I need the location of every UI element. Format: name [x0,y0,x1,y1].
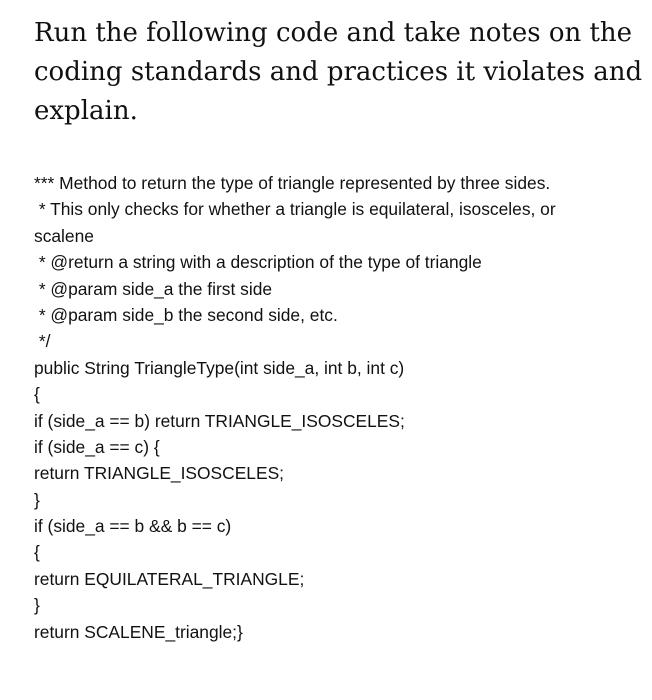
code-line: scalene [34,225,94,246]
code-line: if (side_a == b && b == c) [34,516,232,537]
question-heading [34,14,643,131]
code-line: { [34,542,40,563]
code-line: * @param side_a the first side [34,278,273,299]
code-line: * @param side_b the second side, etc. [34,304,338,325]
heading-line: coding standards and practices it violates and [34,57,643,87]
code-line: } [34,595,40,616]
code-line: } [34,489,40,510]
code-line: * @return a string with a description of the type of triangle [34,252,482,273]
heading-line: Run the following code and take notes on the [34,18,633,48]
code-line: if (side_a == b) return TRIANGLE_ISOSCELES; [34,410,405,431]
code-listing [34,170,644,645]
code-line: if (side_a == c) { [34,436,160,457]
code-line: public String TriangleType(int side_a, int b, int c) [34,357,405,378]
code-line: return SCALENE_triangle;} [34,621,243,642]
code-line: */ [34,331,51,352]
heading-line: explain. [34,96,138,126]
code-line: *** Method to return the type of triangle represented by three sides. [34,173,551,193]
code-line: { [34,384,40,405]
code-line: return EQUILATERAL_TRIANGLE; [34,568,305,589]
code-line: * This only checks for whether a triangle is equilateral, isosceles, or [34,199,556,220]
code-line: return TRIANGLE_ISOSCELES; [34,463,285,484]
